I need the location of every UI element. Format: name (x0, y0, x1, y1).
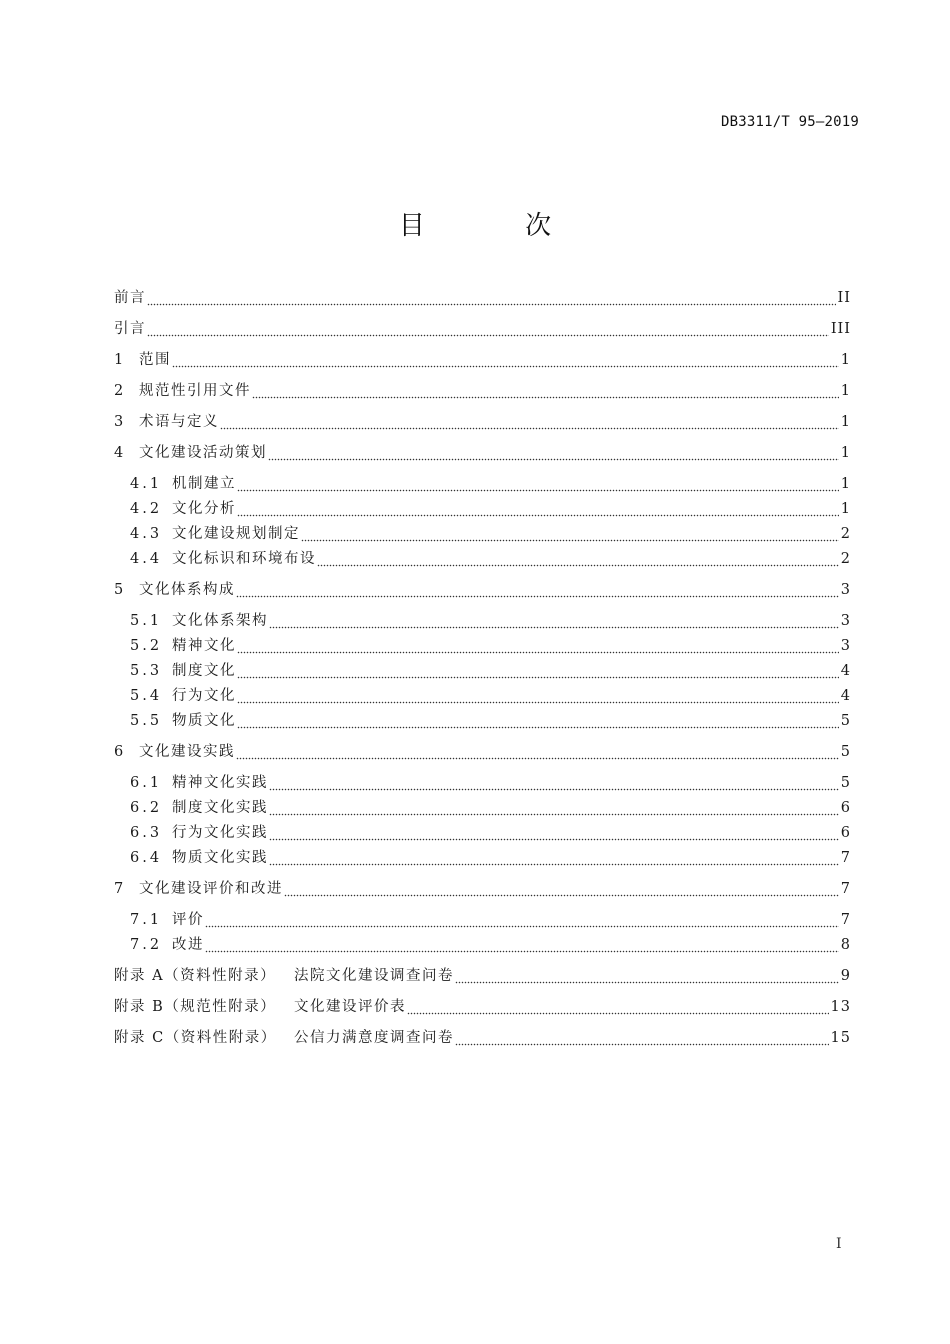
toc-entry-label: 改进 (172, 937, 204, 953)
toc-entry-number: 7 (114, 881, 127, 897)
toc-entry-number: 4.2 (130, 501, 163, 517)
page-number: I (836, 1236, 842, 1252)
toc-entry-label: 精神文化实践 (172, 775, 268, 791)
toc-entry-number: 1 (114, 352, 127, 368)
toc-entry-appendix-b[interactable] (114, 996, 851, 1018)
toc-entry-label: 文化建设活动策划 (139, 445, 267, 461)
toc-entry-number: 6.2 (130, 800, 163, 816)
toc-entry-5-2[interactable] (130, 635, 851, 657)
toc-entry-appendix-c[interactable] (114, 1027, 851, 1049)
toc-entry-page: 1 (840, 501, 851, 517)
toc-entry-label: 精神文化 (172, 638, 236, 654)
toc-entry-page: 4 (840, 663, 851, 679)
dot-leader (172, 349, 839, 371)
toc-entry-label: 文化建设评价和改进 (139, 881, 283, 897)
toc-entry-number: 5.5 (130, 713, 163, 729)
toc-entry-page: 1 (840, 352, 851, 368)
toc-entry-number: 7.2 (130, 937, 163, 953)
toc-entry-number: 5.4 (130, 688, 163, 704)
dot-leader (269, 847, 839, 869)
toc-entry-number: 6.4 (130, 850, 163, 866)
toc-entry-2[interactable] (114, 380, 851, 402)
toc-entry-number: 4 (114, 445, 127, 461)
dot-leader (236, 741, 839, 763)
toc-entry-label: 文化标识和环境布设 (172, 551, 316, 567)
toc-entry-page: 1 (840, 414, 851, 430)
toc-entry-number: 2 (114, 383, 127, 399)
toc-entry-label: 评价 (172, 912, 204, 928)
toc-entry-number: 4.4 (130, 551, 163, 567)
appendix-label: 附录 A（资料性附录） (114, 968, 277, 984)
toc-entry-6-4[interactable] (130, 847, 851, 869)
dot-leader (269, 797, 839, 819)
toc-entry-page: 1 (840, 445, 851, 461)
toc-entry-page: 5 (840, 775, 851, 791)
dot-leader (237, 635, 839, 657)
toc-entry-number: 5.3 (130, 663, 163, 679)
dot-leader (147, 318, 829, 340)
dot-leader (205, 909, 839, 931)
toc-entry-6-3[interactable] (130, 822, 851, 844)
toc-entry-page: 3 (840, 582, 851, 598)
toc-entry-label: 范围 (139, 352, 171, 368)
dot-leader (269, 610, 839, 632)
toc-entry-6-1[interactable] (130, 772, 851, 794)
toc-entry-number: 7.1 (130, 912, 163, 928)
appendix-label: 附录 C（资料性附录） (114, 1030, 277, 1046)
table-of-contents (114, 0, 851, 1344)
toc-entry-label: 法院文化建设调查问卷 (294, 968, 454, 984)
toc-entry-foreword[interactable] (114, 287, 851, 309)
toc-entry-label: 机制建立 (172, 476, 236, 492)
toc-entry-page: 4 (840, 688, 851, 704)
toc-entry-page: 1 (840, 383, 851, 399)
toc-entry-label: 规范性引用文件 (139, 383, 251, 399)
toc-entry-label: 前言 (114, 290, 146, 306)
toc-entry-5-4[interactable] (130, 685, 851, 707)
appendix-label: 附录 B（规范性附录） (114, 999, 277, 1015)
toc-entry-page: II (837, 290, 851, 306)
toc-entry-label: 文化建设规划制定 (172, 526, 300, 542)
dot-leader (237, 660, 839, 682)
toc-entry-page: 2 (840, 551, 851, 567)
toc-entry-label: 物质文化实践 (172, 850, 268, 866)
dot-leader (237, 685, 839, 707)
toc-entry-number: 5.1 (130, 613, 163, 629)
toc-entry-label: 文化体系架构 (172, 613, 268, 629)
toc-entry-page: 6 (840, 825, 851, 841)
toc-entry-label: 物质文化 (172, 713, 236, 729)
toc-entry-label: 文化建设实践 (139, 744, 235, 760)
toc-entry-page: 13 (830, 999, 851, 1015)
dot-leader (407, 996, 829, 1018)
dot-leader (220, 411, 839, 433)
toc-entry-label: 制度文化 (172, 663, 236, 679)
toc-entry-page: 7 (840, 850, 851, 866)
toc-entry-4-1[interactable] (130, 473, 851, 495)
dot-leader (455, 1027, 829, 1049)
toc-entry-page: 7 (840, 881, 851, 897)
toc-entry-number: 6 (114, 744, 127, 760)
toc-title: 目 次 (398, 211, 598, 241)
toc-entry-label: 文化体系构成 (139, 582, 235, 598)
dot-leader (269, 822, 839, 844)
dot-leader (268, 442, 839, 464)
toc-entry-5-3[interactable] (130, 660, 851, 682)
toc-entry-label: 制度文化实践 (172, 800, 268, 816)
toc-entry-7[interactable] (114, 878, 851, 900)
dot-leader (284, 878, 839, 900)
toc-entry-5-1[interactable] (130, 610, 851, 632)
toc-entry-number: 5.2 (130, 638, 163, 654)
toc-entry-5[interactable] (114, 579, 851, 601)
toc-entry-introduction[interactable] (114, 318, 851, 340)
toc-entry-page: 3 (840, 638, 851, 654)
toc-entry-page: 6 (840, 800, 851, 816)
toc-entry-label: 文化建设评价表 (294, 999, 406, 1015)
toc-entry-page: 8 (840, 937, 851, 953)
dot-leader (236, 579, 839, 601)
toc-entry-page: 2 (840, 526, 851, 542)
dot-leader (147, 287, 836, 309)
dot-leader (237, 473, 839, 495)
toc-entry-7-2[interactable] (130, 934, 851, 956)
toc-entry-number: 4.1 (130, 476, 163, 492)
toc-entry-label: 文化分析 (172, 501, 236, 517)
toc-entry-page: 7 (840, 912, 851, 928)
dot-leader (317, 548, 839, 570)
toc-entry-page: 5 (840, 744, 851, 760)
dot-leader (269, 772, 839, 794)
toc-entry-number: 5 (114, 582, 127, 598)
dot-leader (301, 523, 839, 545)
toc-entry-number: 6.3 (130, 825, 163, 841)
toc-entry-6[interactable] (114, 741, 851, 763)
toc-entry-number: 6.1 (130, 775, 163, 791)
document-code: DB3311/T 95—2019 (720, 114, 859, 130)
toc-entry-appendix-a[interactable] (114, 965, 851, 987)
toc-entry-4[interactable] (114, 442, 851, 464)
dot-leader (205, 934, 839, 956)
dot-leader (252, 380, 839, 402)
toc-entry-number: 3 (114, 414, 127, 430)
dot-leader (237, 498, 839, 520)
toc-entry-4-2[interactable] (130, 498, 851, 520)
toc-entry-label: 引言 (114, 321, 146, 337)
toc-entry-page: 1 (840, 476, 851, 492)
toc-entry-label: 行为文化实践 (172, 825, 268, 841)
toc-entry-label: 公信力满意度调查问卷 (294, 1030, 454, 1046)
toc-entry-label: 行为文化 (172, 688, 236, 704)
dot-leader (455, 965, 839, 987)
toc-entry-3[interactable] (114, 411, 851, 433)
toc-entry-4-4[interactable] (130, 548, 851, 570)
toc-entry-page: 9 (840, 968, 851, 984)
toc-entry-page: 15 (830, 1030, 851, 1046)
toc-entry-page: III (830, 321, 851, 337)
toc-entry-label: 术语与定义 (139, 414, 219, 430)
toc-entry-4-3[interactable] (130, 523, 851, 545)
toc-entry-6-2[interactable] (130, 797, 851, 819)
toc-entry-7-1[interactable] (130, 909, 851, 931)
dot-leader (237, 710, 839, 732)
toc-entry-number: 4.3 (130, 526, 163, 542)
toc-entry-page: 5 (840, 713, 851, 729)
toc-entry-5-5[interactable] (130, 710, 851, 732)
toc-entry-1[interactable] (114, 349, 851, 371)
toc-entry-page: 3 (840, 613, 851, 629)
